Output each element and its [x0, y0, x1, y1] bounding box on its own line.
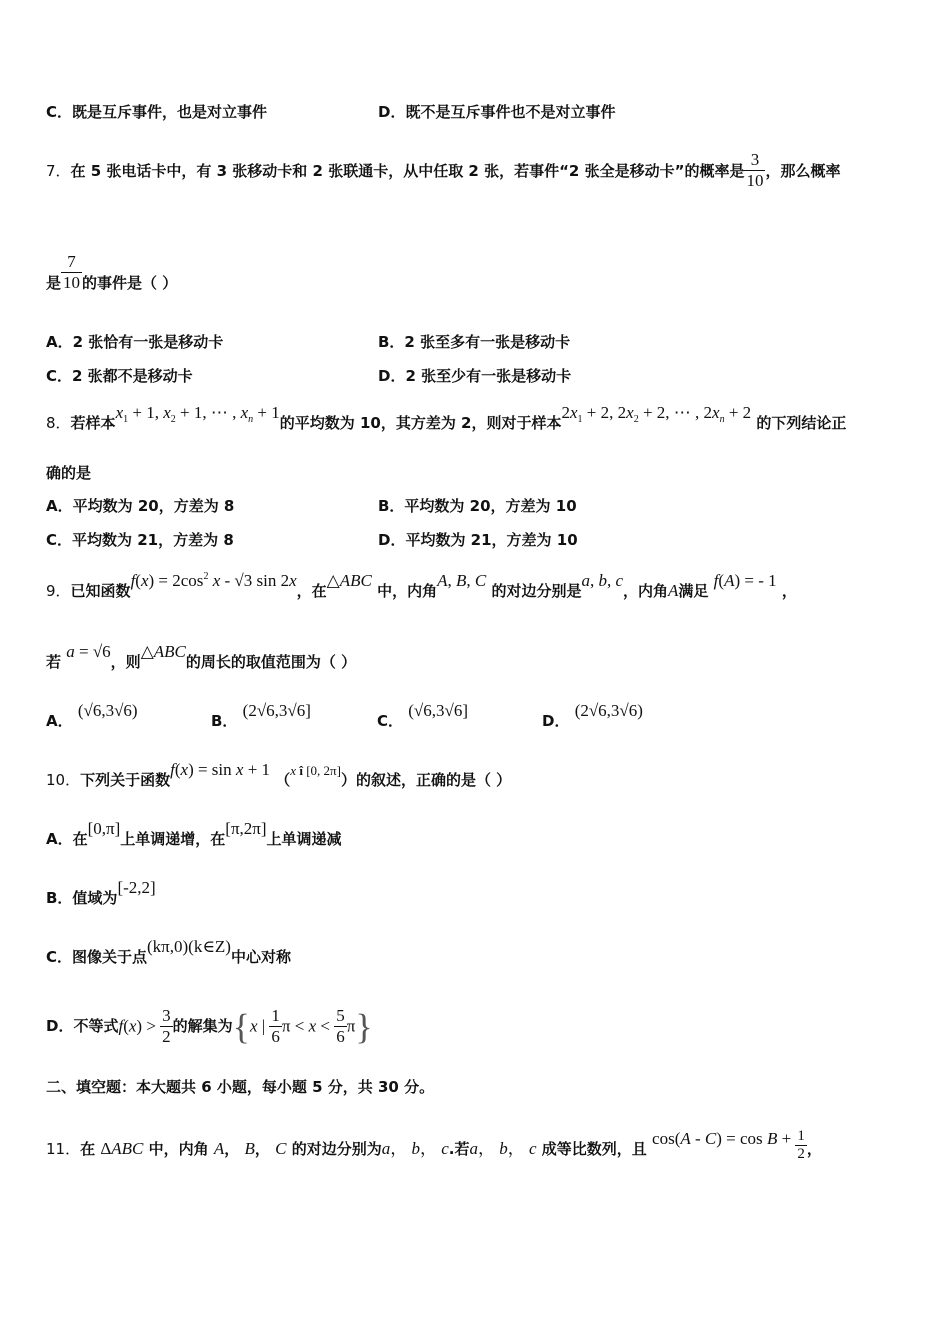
fraction-numerator: 1 [271, 1006, 280, 1025]
option-text: B．值域为 [46, 889, 118, 907]
solution-set: π [346, 1016, 356, 1036]
option-interval: [0,π] [87, 819, 121, 838]
q8-line1 [46, 403, 847, 439]
q7-stem-text: 的事件是（ ） [82, 274, 178, 292]
option-text: 中心对称 [230, 948, 291, 966]
q9-stem-text: ，内角 [623, 582, 669, 600]
sample-formula: $x_1 + 1$, $x_2 + 1$, ⋯ , $x_n + 1$ [115, 403, 280, 425]
q6-option-d: D．既不是互斥事件也不是对立事件 [378, 103, 616, 121]
question-number: 8． [46, 414, 71, 432]
q9-line2 [46, 642, 357, 671]
q9-stem-text: 的对边分别是 [491, 582, 582, 600]
question-number: 11． [46, 1140, 81, 1158]
fraction [795, 1128, 807, 1163]
sides-formula: a， b， c [381, 1139, 449, 1158]
sample-formula: $2x_1 + 2$, $2x_2 + 2$, ⋯ , $2x_n + 2$ [561, 403, 752, 425]
q8-line2: 确的是 [46, 464, 92, 482]
q11-stem-text: 的对边分别为 [291, 1140, 382, 1158]
domain-formula: x î [0, 2π] [290, 763, 341, 778]
q11-stem-text: ， [254, 1140, 270, 1158]
q11-stem-text: ， [224, 1140, 240, 1158]
side-condition: a = √6 [66, 642, 111, 661]
q9-stem-text: ，在 [296, 582, 327, 600]
q9-option-b [211, 701, 311, 730]
q9-option-c [377, 701, 468, 730]
q11-stem-text: .若 [448, 1140, 470, 1158]
q10-option-a [46, 819, 342, 848]
condition-formula: f(A) = - 1 [713, 571, 777, 590]
q10-stem-text: （ [275, 771, 291, 789]
fraction-denominator: 2 [162, 1027, 171, 1046]
q7-stem-text: ，那么概率 [765, 162, 841, 180]
inequality-formula: f(x) > [118, 1016, 161, 1036]
option-interval: (√6,3√6) [77, 701, 138, 720]
q7-option-b: B．2 张至多有一张是移动卡 [378, 333, 571, 351]
option-interval: [-2,2] [117, 878, 156, 897]
option-label: A． [46, 712, 73, 730]
fraction [160, 1006, 173, 1047]
condition-formula: cos(A - C) = cos B + [652, 1129, 796, 1148]
q11-stem-text: 中，内角 [148, 1140, 209, 1158]
fraction-denominator: 6 [271, 1027, 280, 1046]
solution-set: π < x < [281, 1016, 335, 1036]
q8-option-c: C．平均数为 21，方差为 8 [46, 531, 234, 549]
option-label: C． [377, 712, 404, 730]
q8-stem-text: 的下列结论正 [756, 414, 847, 432]
q8-option-a: A．平均数为 20，方差为 8 [46, 497, 235, 515]
q7-option-d: D．2 张至少有一张是移动卡 [378, 367, 572, 385]
fraction-numerator: 3 [162, 1006, 171, 1025]
solution-set: x | [249, 1016, 270, 1036]
function-formula: f(x) = sin x + 1 [170, 760, 271, 779]
question-number: 7． [46, 162, 71, 180]
fraction [744, 150, 765, 191]
angles-formula: A, B, C [437, 571, 487, 590]
fraction-denominator: 2 [797, 1146, 805, 1162]
triangle-symbol: ΔABC [100, 1139, 144, 1158]
option-text: 上单调递减 [266, 830, 342, 848]
fraction-numerator: 1 [797, 1128, 805, 1144]
q7-line1 [46, 150, 840, 191]
fraction-denominator: 10 [746, 171, 764, 190]
option-text: C．图像关于点 [46, 948, 148, 966]
option-interval: [π,2π] [225, 819, 267, 838]
q10-option-c [46, 937, 291, 966]
q11-stem-text: 成等比数列，且 [541, 1140, 647, 1158]
q9-option-d [542, 701, 643, 730]
angle-a: A [668, 581, 679, 600]
fraction-numerator: 5 [336, 1006, 345, 1025]
fraction-numerator: 3 [744, 150, 765, 171]
q9-stem-text: 的周长的取值范围为（ ） [185, 653, 357, 671]
q10-line1 [46, 760, 512, 790]
option-text: 上单调递增，在 [120, 830, 226, 848]
fraction [334, 1006, 347, 1047]
option-point: (kπ,0)(k∈Z) [147, 937, 231, 956]
option-text: A．在 [46, 830, 88, 848]
option-interval: (2√6,3√6] [242, 701, 311, 720]
q7-option-c: C．2 张都不是移动卡 [46, 367, 193, 385]
question-number: 9． [46, 582, 71, 600]
q8-stem-text: 的平均数为 10，其方差为 2，则对于样本 [279, 414, 562, 432]
q11-line1 [46, 1128, 822, 1163]
angle-b: B [244, 1139, 255, 1158]
option-label: D． [542, 712, 570, 730]
option-text: D．不等式 [46, 1017, 119, 1035]
q7-stem-text: 是 [46, 274, 62, 292]
fraction [269, 1006, 282, 1047]
fraction [61, 252, 82, 293]
q9-stem-text: 若 [46, 653, 62, 671]
option-interval: (2√6,3√6) [574, 701, 643, 720]
section-heading: 二、填空题：本大题共 6 小题，每小题 5 分，共 30 分。 [46, 1078, 435, 1096]
q11-stem-text: ， [806, 1140, 822, 1158]
q11-stem-text: 在 [80, 1140, 96, 1158]
q6-option-c: C．既是互斥事件，也是对立事件 [46, 103, 268, 121]
sides-formula: a, b, c [581, 571, 623, 590]
fraction-denominator: 6 [336, 1027, 345, 1046]
q9-option-a [46, 701, 138, 730]
triangle-symbol: △ABC [326, 571, 372, 590]
q9-stem-text: ， [781, 582, 797, 600]
fraction-denominator: 10 [63, 273, 81, 292]
option-label: B． [211, 712, 238, 730]
q8-option-d: D．平均数为 21，方差为 10 [378, 531, 578, 549]
sides-formula: a， b， c [469, 1139, 537, 1158]
q7-line2 [46, 246, 177, 293]
angle-c: C [275, 1139, 287, 1158]
angle-a: A [213, 1139, 225, 1158]
q9-stem-text: 满足 [678, 582, 709, 600]
q10-stem-text: 下列关于函数 [80, 771, 171, 789]
triangle-symbol: △ABC [140, 642, 186, 661]
q10-stem-text: ）的叙述，正确的是（ ） [340, 771, 512, 789]
function-formula: $f(x) = 2\cos^2$ x - √3 sin 2x [130, 571, 297, 590]
option-text: 的解集为 [172, 1017, 233, 1035]
q7-stem-text: 在 5 张电话卡中，有 3 张移动卡和 2 张联通卡，从中任取 2 张，若事件“2 张全是移动卡”的概率是 [70, 162, 745, 180]
left-brace: { [232, 1006, 250, 1047]
fraction-numerator: 7 [61, 252, 82, 273]
q9-stem-text: ，则 [110, 653, 141, 671]
option-interval: (√6,3√6] [408, 701, 468, 720]
q8-stem-text: 若样本 [70, 414, 116, 432]
right-brace: } [355, 1006, 373, 1047]
q8-option-b: B．平均数为 20，方差为 10 [378, 497, 577, 515]
q7-option-a: A．2 张恰有一张是移动卡 [46, 333, 224, 351]
q9-line1 [46, 571, 797, 600]
q10-option-b [46, 878, 156, 907]
question-number: 10． [46, 771, 81, 789]
q9-stem-text: 中，内角 [377, 582, 438, 600]
q9-stem-text: 已知函数 [70, 582, 131, 600]
q10-option-d [46, 1006, 373, 1047]
